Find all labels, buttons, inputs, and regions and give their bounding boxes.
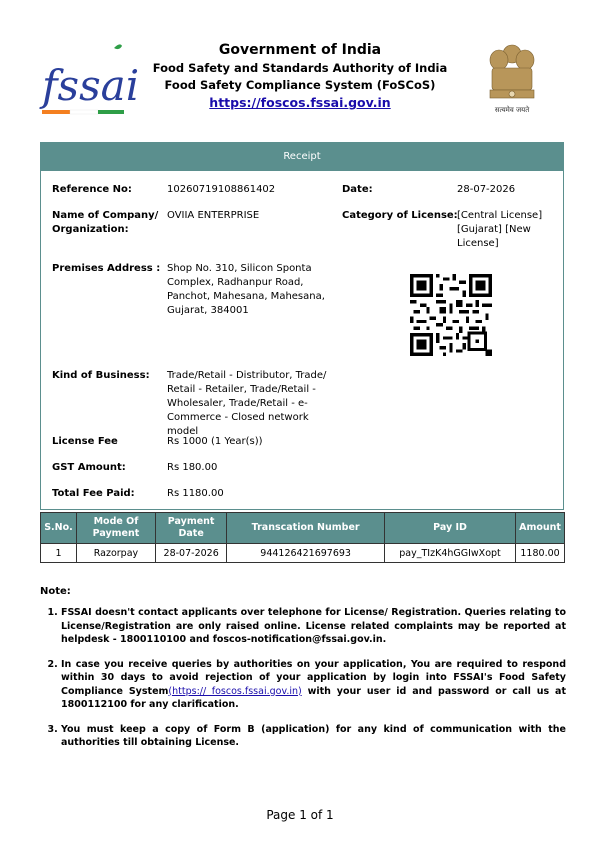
payment-table xyxy=(40,512,565,563)
gst-label: GST Amount: xyxy=(52,462,126,473)
note-2-text: In case you receive queries by authorities on your application, You are required to respond within 30 days to avoid rejection of your application by login into FSSAI's Food Safety Compliance System xyxy=(61,658,566,697)
note-3-text: You must keep a copy of Form B (application) for any kind of communication with the authorities till obtaining License. xyxy=(61,723,566,748)
svg-text:सत्यमेव जयते: सत्यमेव जयते xyxy=(494,106,530,114)
table-row xyxy=(41,544,565,563)
foscos-link[interactable]: https://foscos.fssai.gov.in xyxy=(209,95,391,110)
receipt-panel xyxy=(40,142,564,510)
svg-text:fssai: fssai xyxy=(42,61,140,110)
qr-code xyxy=(410,274,492,356)
cell-date: 28-07-2026 xyxy=(155,544,226,563)
date-value: 28-07-2026 xyxy=(457,184,516,195)
total-value: Rs 1180.00 xyxy=(167,488,224,499)
gst-value: Rs 180.00 xyxy=(167,462,218,473)
company-value: OVIIA ENTERPRISE xyxy=(167,210,260,221)
national-emblem-icon xyxy=(482,40,542,118)
fee-label: License Fee xyxy=(52,436,118,447)
total-label: Total Fee Paid: xyxy=(52,488,135,499)
fee-value: Rs 1000 (1 Year(s)) xyxy=(167,436,263,447)
header-sno: S.No. xyxy=(41,513,77,544)
heading-government: Government of India xyxy=(218,42,382,58)
cell-payid: pay_TIzK4hGGIwXopt xyxy=(384,544,515,563)
heading-system: Food Safety Compliance System (FoSCoS) xyxy=(164,78,436,92)
note-item xyxy=(61,606,566,647)
note-title: Note: xyxy=(40,586,71,597)
header-transaction: Transcation Number xyxy=(227,513,385,544)
header-mode: Mode Of Payment xyxy=(76,513,155,544)
business-label: Kind of Business: xyxy=(52,370,150,381)
note-1-text: FSSAI doesn't contact applicants over telephone for License/ Registration. Queries relating to License/Registration are only raised online. License related complaints may be reported at helpdesk - 1800110100 and foscos-notification@fssai.gov.in. xyxy=(61,607,566,645)
receipt-title: Receipt xyxy=(41,143,563,171)
premises-label: Premises Address : xyxy=(52,263,161,274)
category-value: [Central License] [Gujarat] [New License] xyxy=(457,210,543,249)
reference-value: 10260719108861402 xyxy=(167,184,276,195)
cell-transaction: 944126421697693 xyxy=(227,544,385,563)
heading-authority: Food Safety and Standards Authority of India xyxy=(152,61,448,75)
date-label: Date: xyxy=(342,184,373,195)
header-amount: Amount xyxy=(516,513,565,544)
cell-mode: Razorpay xyxy=(76,544,155,563)
table-header-row xyxy=(41,513,565,544)
premises-value: Shop No. 310, Silicon Sponta Complex, Radhanpur Road, Panchot, Mahesana, Mahesana, Gujarat, 384001 xyxy=(167,263,325,316)
company-label: Name of Company/ Organization: xyxy=(52,210,159,235)
header-date: Payment Date xyxy=(155,513,226,544)
note-item xyxy=(61,658,566,712)
business-value: Trade/Retail - Distributor, Trade/ Retail - Retailer, Trade/Retail - Wholesaler, Trade/Retail - e-Commerce - Closed network model xyxy=(167,370,327,437)
cell-amount: 1180.00 xyxy=(516,544,565,563)
reference-label: Reference No: xyxy=(52,184,132,195)
note-2-text-end: with your user id and password or call us at 1800112100 for any clarification. xyxy=(61,685,566,710)
page-number: Page 1 of 1 xyxy=(266,808,334,822)
notes-list xyxy=(40,606,566,761)
category-label: Category of License: xyxy=(342,210,458,221)
note-item xyxy=(61,723,566,750)
document-header xyxy=(0,38,600,118)
fssai-logo xyxy=(40,40,140,120)
header-payid: Pay ID xyxy=(384,513,515,544)
foscos-note-link[interactable]: (https:// foscos.fssai.gov.in) xyxy=(168,685,302,697)
cell-sno: 1 xyxy=(41,544,77,563)
